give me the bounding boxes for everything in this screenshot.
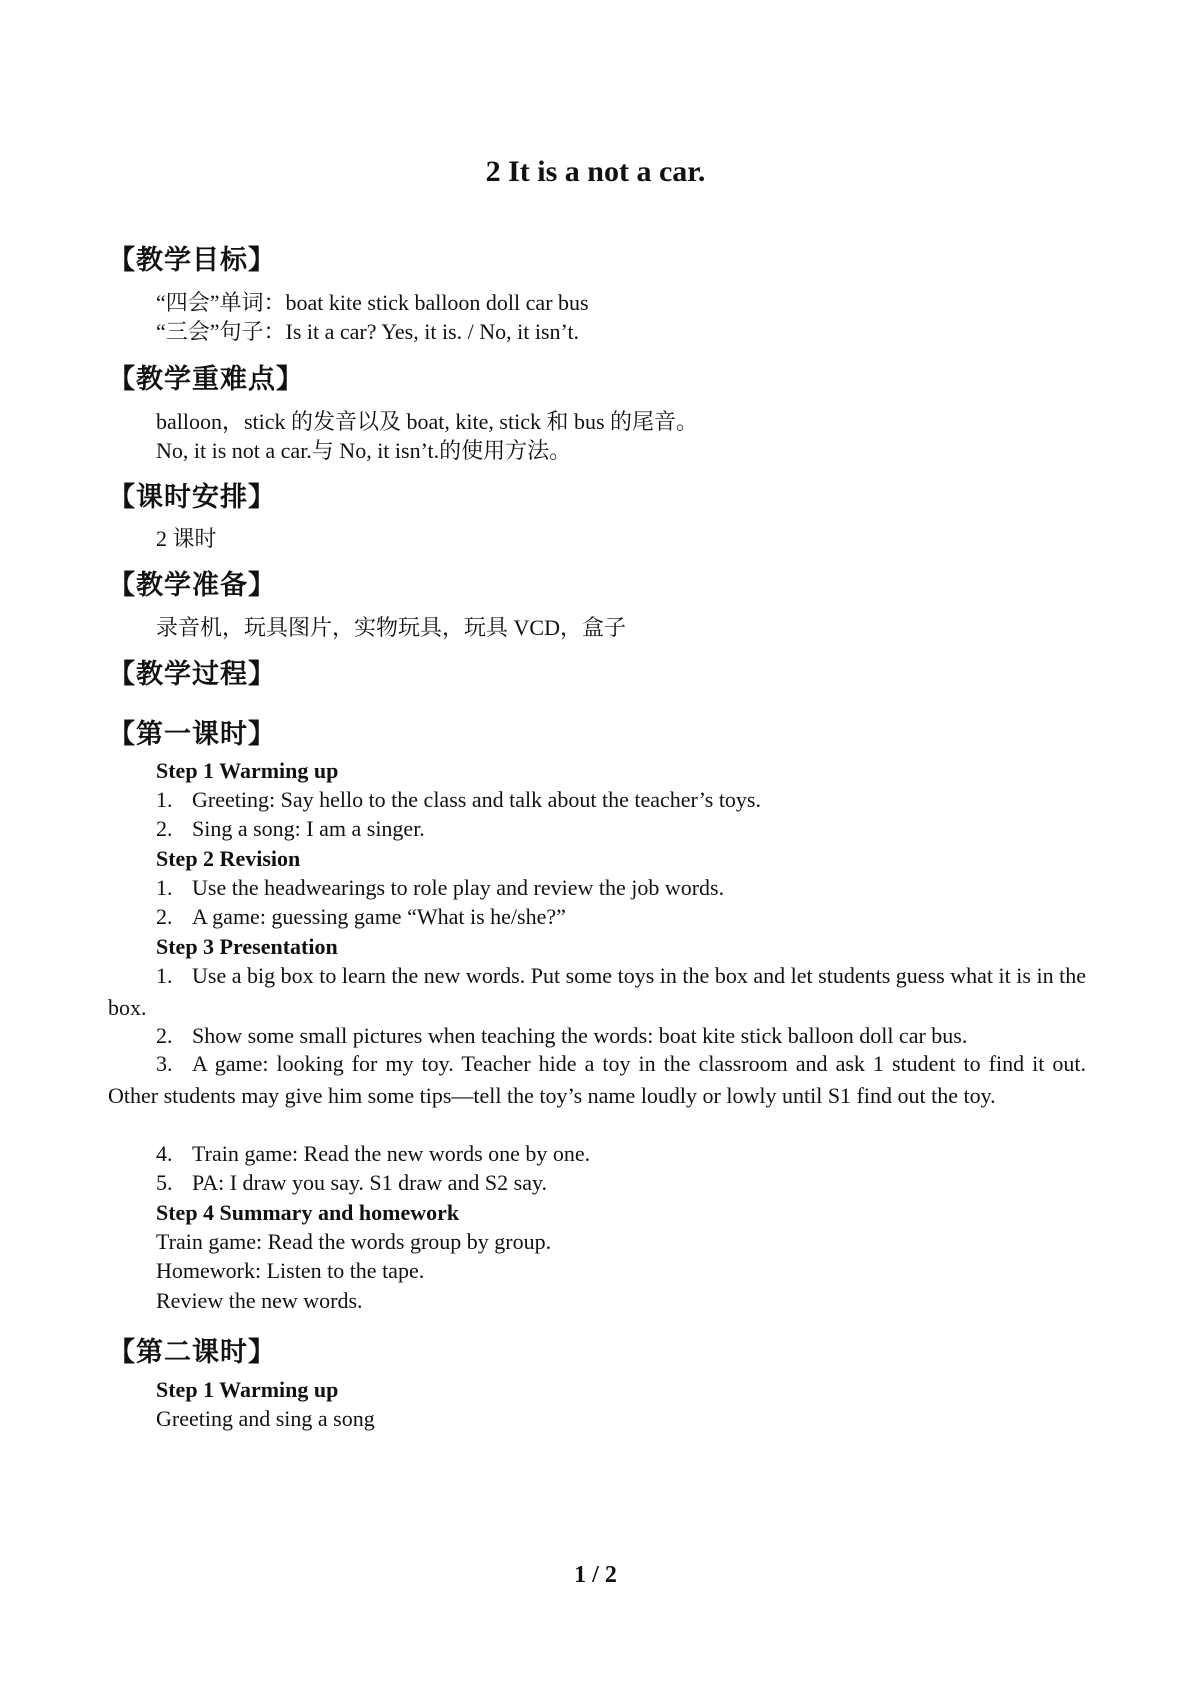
heading-preparation: 【教学准备】: [108, 570, 276, 601]
heading-lesson-2: 【第二课时】: [108, 1337, 276, 1368]
lesson1-step3-title: Step 3 Presentation: [156, 934, 338, 959]
list-item: 2. A game: guessing game “What is he/she?”: [156, 904, 566, 929]
list-item: 1. Use a big box to learn the new words. Put some toys in the box and let students guess what it is in the box.: [108, 963, 1086, 1020]
lesson2-step1-line: Greeting and sing a song: [156, 1406, 375, 1431]
preparation-line: 录音机，玩具图片，实物玩具，玩具 VCD，盒子: [156, 615, 626, 640]
heading-process: 【教学过程】: [108, 659, 276, 690]
lesson1-step4-line-1: Train game: Read the words group by group.: [156, 1229, 552, 1254]
heading-schedule: 【课时安排】: [108, 482, 276, 513]
heading-key-points: 【教学重难点】: [108, 364, 304, 395]
list-item: 4. Train game: Read the new words one by one.: [156, 1141, 591, 1166]
list-item: 5. PA: I draw you say. S1 draw and S2 say.: [156, 1170, 548, 1195]
list-item: 3. A game: looking for my toy. Teacher hide a toy in the classroom and ask 1 student to find it out. Other students may give him some tips—tell the toy’s name loudly or lowly until S1 find out the toy.: [108, 1051, 1086, 1108]
document-title: 2 It is a not a car.: [485, 155, 706, 188]
list-item: 1. Use the headwearings to role play and review the job words.: [156, 875, 725, 900]
lesson1-step4-line-2: Homework: Listen to the tape.: [156, 1258, 425, 1283]
page-number: 1 / 2: [574, 1562, 617, 1588]
list-item: 2. Show some small pictures when teaching the words: boat kite stick balloon doll car bus.: [156, 1023, 968, 1048]
lesson1-step4-title: Step 4 Summary and homework: [156, 1200, 460, 1225]
heading-objectives: 【教学目标】: [108, 245, 276, 276]
lesson1-step4-line-3: Review the new words.: [156, 1288, 363, 1313]
key-points-line-1: balloon，stick 的发音以及 boat, kite, stick 和 bus 的尾音。: [156, 409, 699, 434]
lesson2-step1-title: Step 1 Warming up: [156, 1377, 339, 1402]
key-points-line-2: No, it is not a car.与 No, it isn’t.的使用方法。: [156, 438, 572, 463]
list-item: 1. Greeting: Say hello to the class and talk about the teacher’s toys.: [156, 787, 761, 812]
lesson1-step2-title: Step 2 Revision: [156, 846, 301, 871]
heading-lesson-1: 【第一课时】: [108, 719, 276, 750]
lesson1-step1-title: Step 1 Warming up: [156, 758, 339, 783]
objectives-line-2: “三会”句子：Is it a car? Yes, it is. / No, it isn’t.: [156, 319, 580, 344]
objectives-line-1: “四会”单词：boat kite stick balloon doll car bus: [156, 290, 589, 315]
list-item: 2. Sing a song: I am a singer.: [156, 816, 425, 841]
schedule-line: 2 课时: [156, 526, 217, 551]
